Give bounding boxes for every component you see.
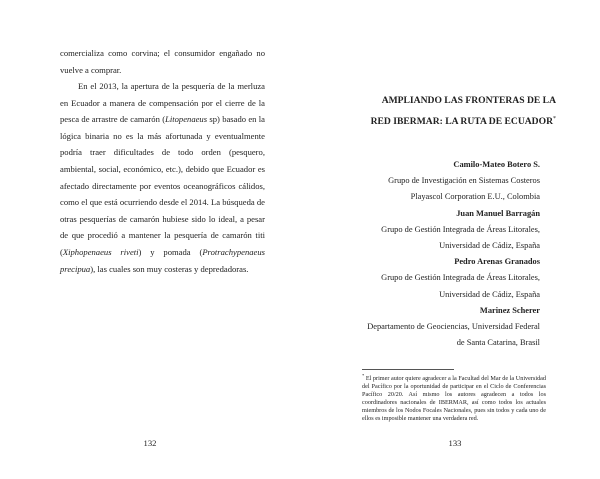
author-affiliation: Playascol Corporation E.U., Colombia <box>410 192 540 202</box>
page-number: 133 <box>448 438 462 448</box>
paragraph-text: En el 2013, la apertura de la pesquería de la merluza en Ecuador a manera de compensación por el cierre de la pesca de arrastre de camarón ( <box>60 81 265 125</box>
author-list <box>356 157 540 351</box>
paragraph-text: ) y pomada ( <box>138 246 203 257</box>
footnote-marker: * <box>553 116 556 122</box>
author-block <box>356 206 540 255</box>
right-page <box>300 0 600 479</box>
author-name: Camilo-Mateo Botero S. <box>453 160 540 169</box>
author-affiliation: Universidad de Cádiz, España <box>439 289 540 299</box>
paragraph-text: ), las cuales son muy costeras y depredadoras. <box>90 263 249 274</box>
chapter-title-text: AMPLIANDO LAS FRONTERAS DE LA RED IBERMAR: LA RUTA DE ECUADOR <box>370 95 556 128</box>
footnote <box>362 372 546 423</box>
author-affiliation: de Santa Catarina, Brasil <box>456 338 540 348</box>
author-affiliation: Departamento de Geociencias, Universidad Federal <box>367 322 540 332</box>
footnote-marker: * <box>362 373 365 378</box>
author-affiliation: Grupo de Gestión Integrada de Áreas Litorales, <box>381 224 540 234</box>
author-affiliation: Grupo de Investigación en Sistemas Costeros <box>388 176 540 186</box>
paragraph-continuation: comercializa como corvina; el consumidor engañado no vuelve a comprar. <box>60 48 265 75</box>
author-block <box>356 303 540 352</box>
species-name: Litopenaeus <box>165 114 208 125</box>
author-name: Marinez Scherer <box>479 305 540 315</box>
chapter-title <box>362 92 556 131</box>
paragraph-text: sp) basado en la lógica binaria no es la más afortunada y eventualmente podría traer dificultades de todo orden (pesquero, ambiental, social, económico, etc.), debido que Ecuador es afectado directamente por eventos oceanográficos cálidos, como el que está ocurriendo desde el 2014. La búsqueda de otras pesquerías de camarón hubiese sido lo ideal, a pesar de que procedió a mantener la pesquería de camarón titi ( <box>60 114 265 257</box>
author-affiliation: Universidad de Cádiz, España <box>439 241 540 251</box>
footnote-text: El primer autor quiere agradecer a la Facultad del Mar de la Universidad del Pacífico por la oportunidad de participar en el Ciclo de Conferencias Pacífico 20/20. Así mismo los autores agradecen a todos los coordinadores nacionales de IBERMAR, así como todos los actuales miembros de los Nodos Focales Nacionales, pues sin todos y cada uno de ellos es imposible mantener una verdadera red. <box>362 375 546 422</box>
species-name: Protrachypenaeus precipua <box>60 246 265 274</box>
author-name: Pedro Arenas Granados <box>454 257 540 267</box>
page-number: 132 <box>143 438 157 448</box>
footnote-divider <box>362 369 454 370</box>
species-name: Xiphopenaeus riveti <box>62 246 139 257</box>
author-block <box>356 157 540 206</box>
paragraph-shrimp-fisheries <box>60 78 265 277</box>
author-block <box>356 254 540 303</box>
author-name: Juan Manuel Barragán <box>456 208 540 218</box>
author-affiliation: Grupo de Gestión Integrada de Áreas Litorales, <box>381 273 540 283</box>
